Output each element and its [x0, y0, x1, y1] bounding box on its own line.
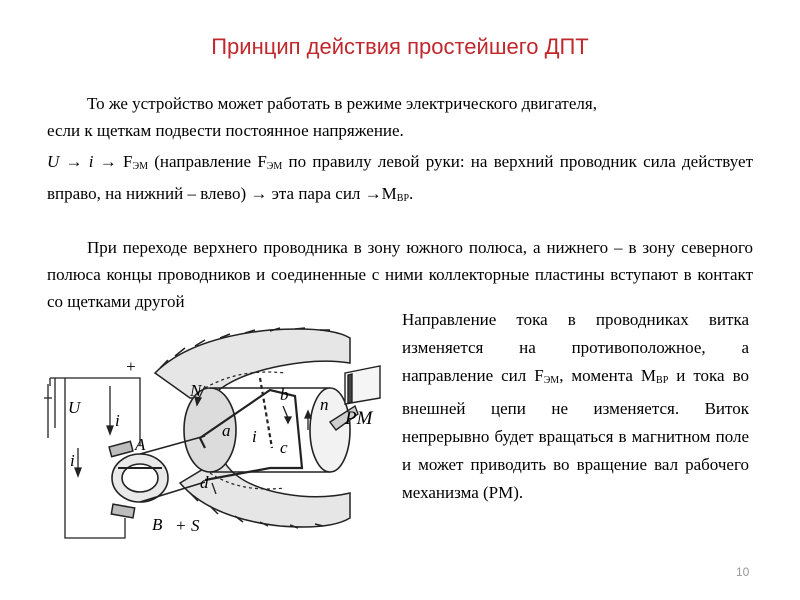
label-PM: PM: [345, 408, 373, 429]
label-N: N: [190, 381, 202, 400]
force-text-end: .: [409, 184, 414, 203]
paragraph-intro-line1: То же устройство может работать в режиме электрического двигателя,: [87, 94, 597, 113]
symbol-f: F: [123, 152, 133, 171]
arrow-1: →: [59, 152, 89, 171]
label-d: d: [200, 473, 209, 492]
label-plus: +: [125, 357, 137, 376]
paragraph-intro-line2: если к щеткам подвести постоянное напряжение.: [47, 121, 404, 140]
label-i2: i: [70, 451, 75, 470]
paragraph-transition: При переходе верхнего проводника в зону южного полюса, а нижнего – в зону северного полюса концы проводников и соединенные с ними коллекторные пластины вступают в контакт со щетками другой: [47, 238, 753, 311]
slide-title: Принцип действия простейшего ДПТ: [211, 34, 589, 59]
dc-motor-diagram: [40, 318, 400, 548]
symbol-f2-sub: ЭМ: [266, 161, 283, 172]
label-c: c: [280, 438, 288, 457]
current-text-1: Направление тока в проводниках витка изменяется на противоположное, а направление сил F: [402, 310, 749, 385]
load-coupling: [345, 366, 380, 404]
symbol-u: U: [47, 152, 60, 171]
paragraph-force: [47, 148, 753, 212]
label-S: S: [191, 516, 200, 535]
label-i3: i: [252, 427, 257, 446]
label-B: B: [152, 515, 163, 534]
label-b: b: [280, 385, 289, 404]
label-a: a: [222, 421, 231, 440]
force-text-2: по правилу левой руки: на верхний проводник сила действует вправо, на нижний – влево) → эта пара сил →M: [47, 152, 753, 203]
symbol-f-sub: ЭМ: [132, 161, 149, 172]
current-text-2: , момента М: [559, 366, 657, 385]
label-U: U: [68, 398, 81, 417]
label-n: n: [320, 395, 329, 414]
arrow-2: →: [93, 152, 124, 171]
current-m-sub: ВР: [656, 375, 669, 386]
force-text-1: (направление F: [148, 152, 267, 171]
paragraph-intro: [47, 90, 753, 144]
label-i1: i: [115, 411, 120, 430]
label-plus-s: +: [175, 516, 187, 535]
current-text-3: и тока во внешней цепи не изменяется. Виток непрерывно будет вращаться в магнитном поле и может приводить во вращение вал рабочего механизма (РМ).: [402, 366, 749, 502]
label-A: A: [135, 435, 146, 454]
paragraph-current-direction: [402, 306, 749, 507]
symbol-i: i: [88, 152, 94, 171]
page-number: 10: [736, 565, 750, 579]
current-f-sub: ЭМ: [543, 375, 560, 386]
symbol-m-sub: ВР: [396, 193, 410, 204]
